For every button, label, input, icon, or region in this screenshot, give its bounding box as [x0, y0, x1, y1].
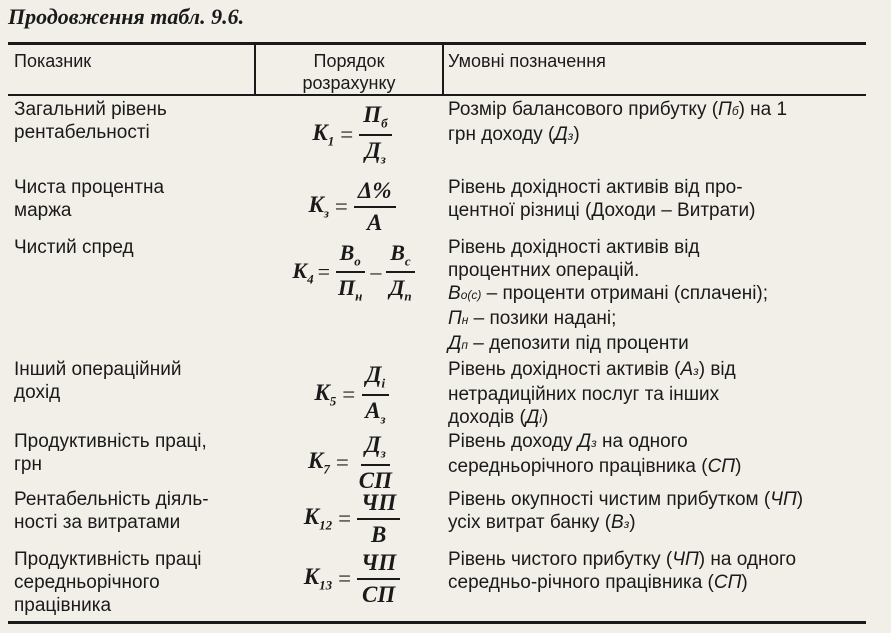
column-divider-1: [254, 45, 256, 94]
table-caption: Продовження табл. 9.6.: [8, 4, 245, 29]
header-notation: Умовні позначення: [448, 51, 606, 71]
denominator: B: [370, 522, 387, 547]
name-line: Рентабельність діяль-: [14, 489, 209, 510]
indicator-name: [14, 358, 254, 404]
formula-lhs: $K_з$: [308, 192, 329, 221]
denominator: $Д_з$: [365, 137, 386, 167]
indicator-name: [14, 176, 254, 222]
notation-description: Рівень дохідності активів (Aз) від нетрадиційних послуг та інших доходів (Ді): [448, 359, 736, 428]
fraction: [357, 490, 400, 548]
formula: [262, 362, 442, 427]
numerator: $Д_з$: [361, 432, 390, 466]
table-bottom-rule: [8, 621, 866, 624]
denominator: $Д_п$: [389, 275, 412, 304]
fraction: [357, 550, 400, 608]
name-line: Інший операційний: [14, 359, 182, 380]
name-line: маржа: [14, 200, 72, 221]
name-line: ності за витратами: [14, 512, 181, 533]
table-top-rule: [8, 42, 866, 45]
name-line: Чиста процентна: [14, 177, 165, 198]
equals-sign: =: [317, 259, 330, 285]
name-line: Загальний рівень: [14, 99, 167, 120]
name-line: Чистий спред: [14, 237, 134, 258]
equals-sign: =: [334, 194, 348, 219]
equals-sign: =: [340, 121, 354, 147]
fraction: [334, 240, 366, 305]
header-calculation-line2: розрахунку: [302, 73, 396, 93]
formula-lhs: $K_5$: [314, 379, 337, 409]
indicator-name: [14, 236, 254, 259]
name-line: Продуктивність праці,: [14, 431, 207, 452]
numerator: ЧП: [357, 490, 400, 520]
formula-lhs: $K_7$: [307, 448, 330, 477]
notation-description: Рівень доходу Дз на одного середньорічного працівника (СП): [448, 431, 742, 477]
indicator-name: [14, 548, 254, 617]
header-indicator: Показник: [14, 51, 92, 71]
fraction: [355, 432, 396, 494]
name-line: Продуктивність праці: [14, 549, 202, 570]
formula-lhs: $K_{12}$: [303, 504, 333, 533]
denominator: СП: [362, 582, 396, 607]
fraction: [361, 362, 389, 427]
column-divider-2: [442, 45, 444, 94]
formula-lhs: $K_4$: [292, 257, 314, 287]
formula: [256, 240, 452, 305]
indicator-name: [14, 488, 254, 534]
notation-description: Розмір балансового прибутку (Пб) на 1 грн доходу (Дз): [448, 99, 788, 145]
denominator: $A_з$: [365, 397, 386, 427]
notation-description: Рівень дохідності активів від процентних операцій. Bo(c) – проценти отримані (сплачені); Пн – позики надані; Дп – депозити під проценти: [448, 237, 769, 354]
numerator: $B_c$: [386, 240, 414, 273]
formula-lhs: $K_{13}$: [303, 564, 333, 593]
numerator: Δ%: [354, 178, 396, 208]
minus-sign: –: [370, 259, 382, 285]
formula: [262, 490, 442, 548]
fraction: [385, 240, 415, 305]
name-line: рентабельності: [14, 122, 150, 143]
notation-description: Рівень окупності чистим прибутком (ЧП) усіх витрат банку (Bз): [448, 489, 804, 533]
formula: [262, 102, 442, 167]
notation-description: Рівень дохідності активів від про- центної різниці (Доходи – Витрати): [448, 177, 756, 221]
name-line: середньорічного: [14, 572, 160, 593]
fraction: [359, 102, 391, 167]
equals-sign: =: [335, 449, 349, 475]
denominator: A: [367, 210, 383, 235]
numerator: ЧП: [357, 550, 400, 580]
numerator: $B_o$: [336, 240, 365, 273]
formula: [262, 550, 442, 608]
notation-description: Рівень чистого прибутку (ЧП) на одного середньо-річного працівника (СП): [448, 549, 797, 593]
denominator: $П_н$: [338, 275, 363, 304]
equals-sign: =: [338, 506, 352, 531]
indicator-name: [14, 430, 254, 476]
indicator-name: [14, 98, 254, 144]
denominator: СП: [358, 467, 393, 493]
numerator: $П_б$: [359, 102, 391, 136]
fraction: [354, 178, 396, 236]
equals-sign: =: [342, 381, 356, 407]
numerator: $Д_і$: [362, 362, 389, 396]
name-line: грн: [14, 454, 42, 475]
name-line: дохід: [14, 382, 61, 403]
formula-lhs: $K_1$: [312, 119, 335, 149]
equals-sign: =: [338, 566, 352, 591]
header-calculation: [258, 50, 440, 94]
table-header-rule: [8, 94, 866, 96]
formula: [262, 178, 442, 236]
header-calculation-line1: Порядок: [313, 51, 385, 71]
formula: [262, 432, 442, 494]
name-line: працівника: [14, 595, 112, 616]
